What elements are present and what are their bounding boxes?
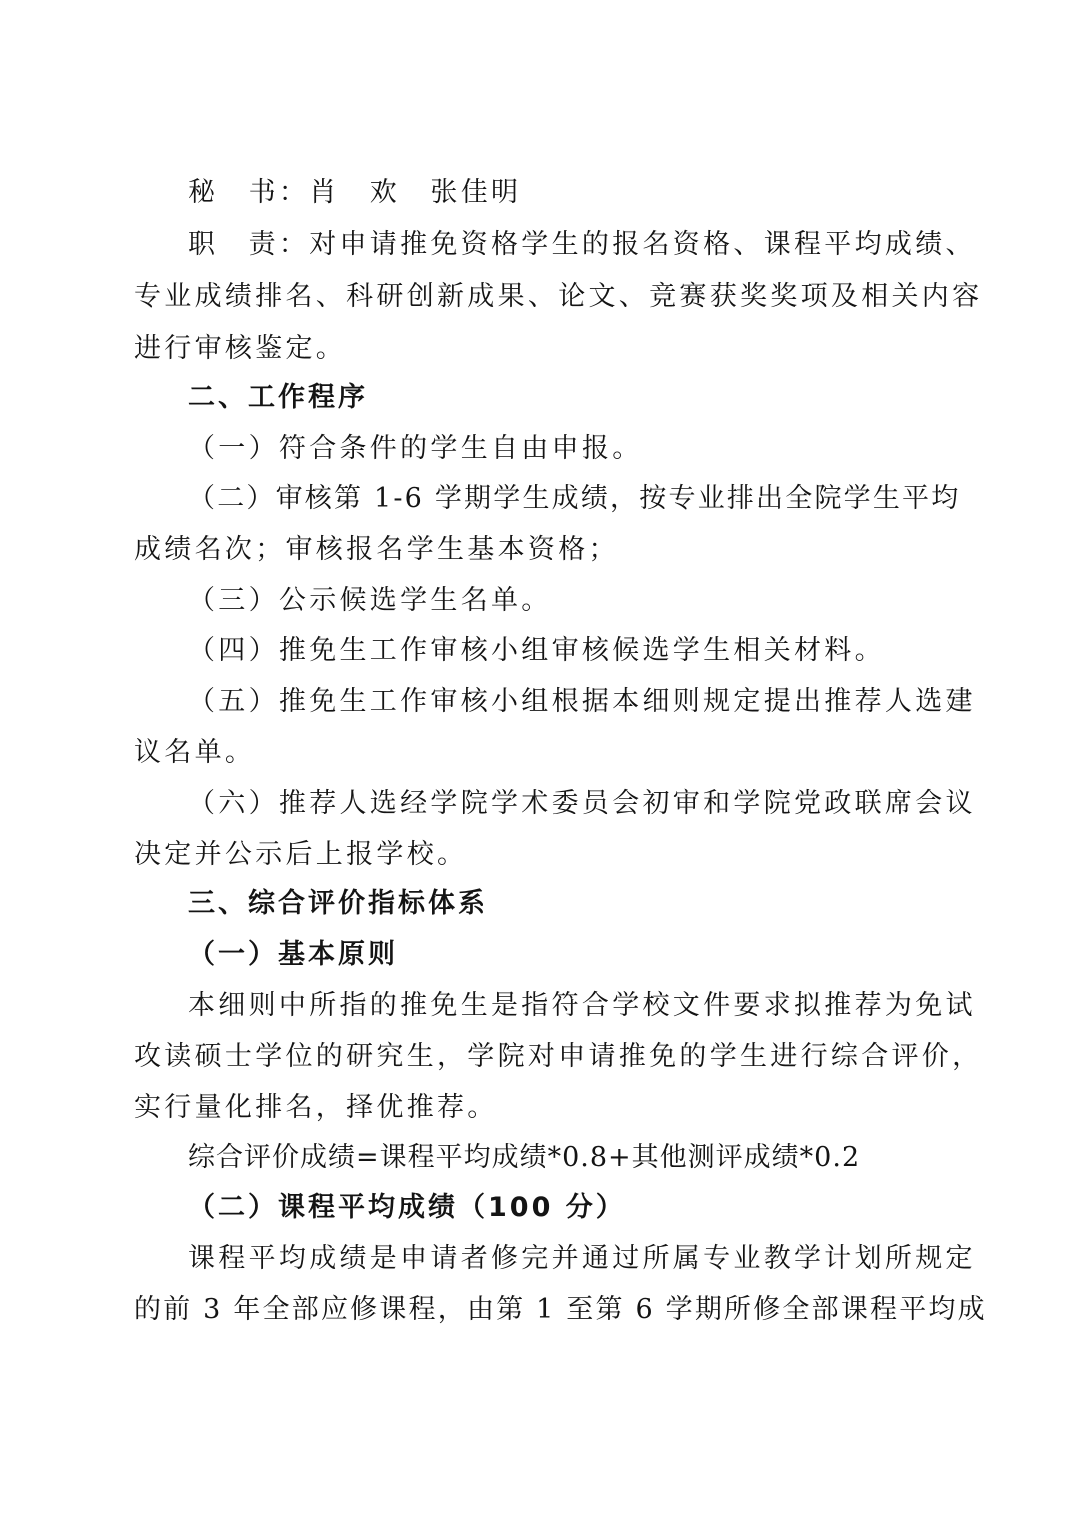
duty-line-1: 职 责：对申请推免资格学生的报名资格、课程平均成绩、 <box>188 229 976 260</box>
subsection-heading-principles: （一）基本原则 <box>188 939 398 970</box>
principle-line-2: 攻读硕士学位的研究生，学院对申请推免的学生进行综合评价， <box>134 1041 983 1072</box>
procedure-step-1: （一）符合条件的学生自由申报。 <box>188 433 643 464</box>
secretary-line: 秘 书：肖 欢 张佳明 <box>188 177 522 208</box>
section-heading-procedure: 二、工作程序 <box>188 382 368 413</box>
procedure-step-5-line-1: （五）推免生工作审核小组根据本细则规定提出推荐人选建 <box>188 686 976 717</box>
procedure-step-3: （三）公示候选学生名单。 <box>188 585 552 616</box>
procedure-step-6-line-2: 决定并公示后上报学校。 <box>134 839 468 870</box>
procedure-step-5-line-2: 议名单。 <box>134 737 256 768</box>
course-average-line-1: 课程平均成绩是申请者修完并通过所属专业教学计划所规定 <box>188 1243 976 1274</box>
procedure-step-2-line-2: 成绩名次；审核报名学生基本资格； <box>134 534 619 565</box>
procedure-step-2-line-1: （二）审核第 1-6 学期学生成绩，按专业排出全院学生平均 <box>188 483 961 514</box>
subsection-heading-course-average: （二）课程平均成绩（100 分） <box>188 1192 626 1223</box>
principle-line-3: 实行量化排名，择优推荐。 <box>134 1092 498 1123</box>
principle-line-1: 本细则中所指的推免生是指符合学校文件要求拟推荐为免试 <box>188 990 976 1021</box>
duty-line-3: 进行审核鉴定。 <box>134 333 347 364</box>
course-average-line-2: 的前 3 年全部应修课程，由第 1 至第 6 学期所修全部课程平均成 <box>134 1294 987 1325</box>
score-formula: 综合评价成绩=课程平均成绩*0.8+其他测评成绩*0.2 <box>188 1142 861 1173</box>
section-heading-evaluation: 三、综合评价指标体系 <box>188 888 488 919</box>
duty-line-2: 专业成绩排名、科研创新成果、论文、竞赛获奖奖项及相关内容 <box>134 281 983 312</box>
procedure-step-4: （四）推免生工作审核小组审核候选学生相关材料。 <box>188 635 885 666</box>
procedure-step-6-line-1: （六）推荐人选经学院学术委员会初审和学院党政联席会议 <box>188 788 976 819</box>
